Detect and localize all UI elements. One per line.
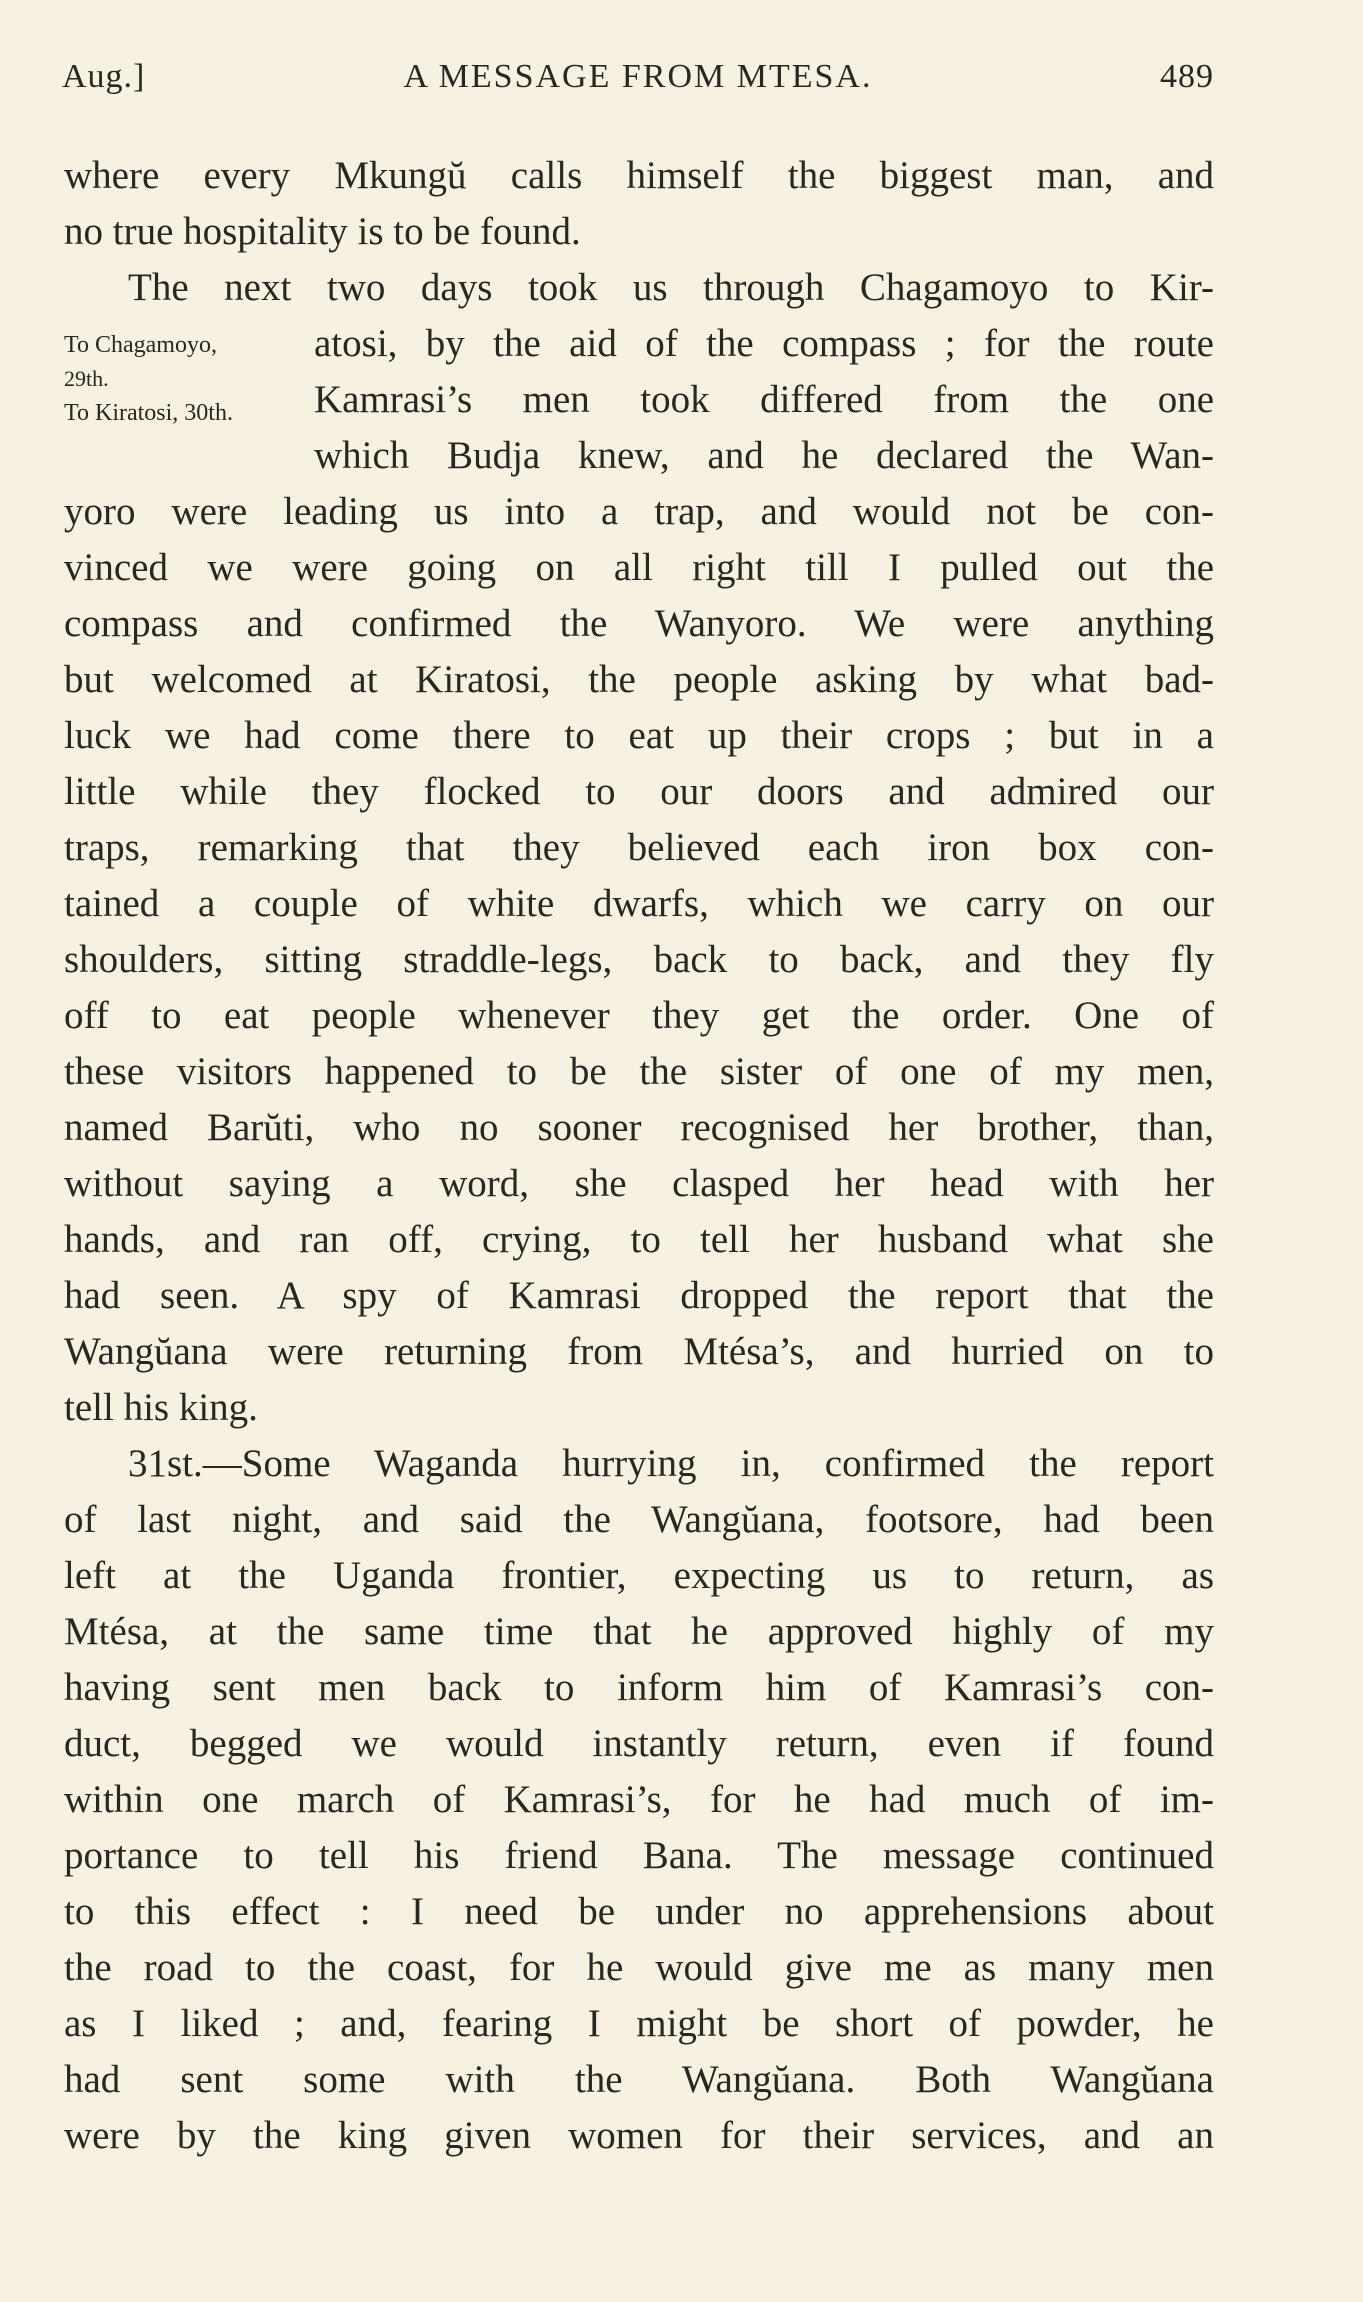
text-line: the road to the coast, for he would give me as many men	[64, 1946, 1214, 1989]
text-line: portance to tell his friend Bana. The message continued	[64, 1834, 1214, 1877]
text-line: of last night, and said the Wangŭana, footsore, had been	[64, 1498, 1214, 1541]
running-header	[62, 58, 1214, 108]
text-line: as I liked ; and, fearing I might be short of powder, he	[64, 2002, 1214, 2045]
text-line: Mtésa, at the same time that he approved highly of my	[64, 1610, 1214, 1653]
text-line: had seen. A spy of Kamrasi dropped the report that the	[64, 1274, 1214, 1317]
text-line: were by the king given women for their services, and an	[64, 2114, 1214, 2157]
text-line: named Barŭti, who no sooner recognised her brother, than,	[64, 1106, 1214, 1149]
margin-note-chagamoyo: To Chagamoyo,	[64, 332, 217, 358]
text-line: yoro were leading us into a trap, and would not be con-	[64, 490, 1214, 533]
margin-note-date-29: 29th.	[64, 366, 109, 391]
text-line: left at the Uganda frontier, expecting us to return, as	[64, 1554, 1214, 1597]
text-line: no true hospitality is to be found.	[64, 210, 581, 253]
text-line: Wangŭana were returning from Mtésa’s, and hurried on to	[64, 1330, 1214, 1373]
text-line: without saying a word, she clasped her head with her	[64, 1162, 1214, 1205]
text-line: but welcomed at Kiratosi, the people asking by what bad-	[64, 658, 1214, 701]
text-line: where every Mkungŭ calls himself the biggest man, and	[64, 154, 1214, 197]
text-line: little while they flocked to our doors and admired our	[64, 770, 1214, 813]
text-line: which Budja knew, and he declared the Wan-	[314, 434, 1214, 477]
text-line: vinced we were going on all right till I pulled out the	[64, 546, 1214, 589]
margin-note-kiratosi: To Kiratosi, 30th.	[64, 400, 233, 426]
text-line: hands, and ran off, crying, to tell her husband what she	[64, 1218, 1214, 1261]
body-text	[64, 148, 1214, 2164]
text-line: these visitors happened to be the sister of one of my men,	[64, 1050, 1214, 1093]
text-line: duct, begged we would instantly return, even if found	[64, 1722, 1214, 1765]
text-line: traps, remarking that they believed each iron box con-	[64, 826, 1214, 869]
text-line: off to eat people whenever they get the order. One of	[64, 994, 1214, 1037]
text-line: compass and confirmed the Wanyoro. We were anything	[64, 602, 1214, 645]
text-line: 31st.—Some Waganda hurrying in, confirmed the report	[128, 1442, 1214, 1485]
text-line: tell his king.	[64, 1386, 258, 1429]
text-line: tained a couple of white dwarfs, which we carry on our	[64, 882, 1214, 925]
text-line: within one march of Kamrasi’s, for he had much of im-	[64, 1778, 1214, 1821]
text-line: had sent some with the Wangŭana. Both Wangŭana	[64, 2058, 1214, 2101]
header-month: Aug.]	[62, 58, 146, 95]
text-line: luck we had come there to eat up their crops ; but in a	[64, 714, 1214, 757]
header-title: A MESSAGE FROM MTESA.	[403, 58, 873, 95]
text-line: atosi, by the aid of the compass ; for the route	[314, 322, 1214, 365]
text-line: The next two days took us through Chagamoyo to Kir-	[128, 266, 1214, 309]
text-line: having sent men back to inform him of Kamrasi’s con-	[64, 1666, 1214, 1709]
text-line: Kamrasi’s men took differed from the one	[314, 378, 1214, 421]
text-line: shoulders, sitting straddle-legs, back to back, and they fly	[64, 938, 1214, 981]
text-line: to this effect : I need be under no apprehensions about	[64, 1890, 1214, 1933]
page-number: 489	[1160, 58, 1214, 95]
